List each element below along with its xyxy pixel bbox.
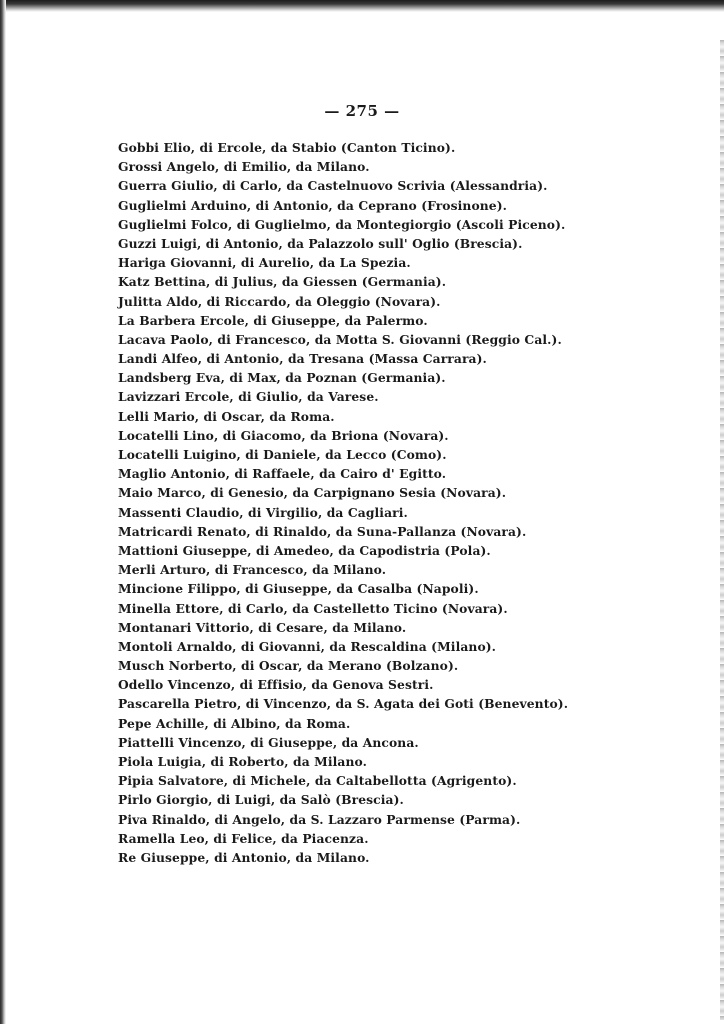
scan-right-edge <box>720 40 724 1020</box>
list-item: Pepe Achille, di Albino, da Roma. <box>118 715 351 731</box>
list-item: Pipia Salvatore, di Michele, da Caltabellotta (Agrigento). <box>118 773 517 789</box>
list-item: Odello Vincenzo, di Effisio, da Genova Sestri. <box>118 677 434 693</box>
list-item: Maglio Antonio, di Raffaele, da Cairo d' Egitto. <box>118 466 447 482</box>
list-item: Landi Alfeo, di Antonio, da Tresana (Massa Carrara). <box>118 351 487 367</box>
list-item: Katz Bettina, di Julius, da Giessen (Germania). <box>118 274 447 290</box>
page-number: — 275 — <box>324 102 400 120</box>
list-item: Mattioni Giuseppe, di Amedeo, da Capodistria (Pola). <box>118 542 491 558</box>
scan-top-edge <box>0 0 724 12</box>
list-item: Pirlo Giorgio, di Luigi, da Salò (Brescia). <box>118 792 404 808</box>
list-item: Hariga Giovanni, di Aurelio, da La Spezia. <box>118 255 411 271</box>
list-item: Re Giuseppe, di Antonio, da Milano. <box>118 849 370 865</box>
list-item: La Barbera Ercole, di Giuseppe, da Palermo. <box>118 312 428 328</box>
list-item: Piola Luigia, di Roberto, da Milano. <box>118 754 367 769</box>
list-item: Landsberg Eva, di Max, da Poznan (Germania). <box>118 370 446 386</box>
list-item: Minella Ettore, di Carlo, da Castelletto Ticino (Novara). <box>118 600 508 616</box>
list-item: Massenti Claudio, di Virgilio, da Cagliari. <box>118 504 408 520</box>
list-item: Guglielmi Folco, di Guglielmo, da Montegiorgio (Ascoli Piceno). <box>118 216 566 232</box>
list-item: Pascarella Pietro, di Vincenzo, da S. Agata dei Goti (Benevento). <box>118 696 569 712</box>
list-item: Montoli Arnaldo, di Giovanni, da Rescaldina (Milano). <box>118 638 497 654</box>
name-list <box>118 138 708 867</box>
list-item: Lacava Paolo, di Francesco, da Motta S. Giovanni (Reggio Cal.). <box>118 331 562 347</box>
list-item: Guglielmi Arduino, di Antonio, da Ceprano (Frosinone). <box>118 197 508 213</box>
list-item: Guerra Giulio, di Carlo, da Castelnuovo Scrivia (Alessandria). <box>118 178 548 194</box>
list-item: Locatelli Luigino, di Daniele, da Lecco (Como). <box>118 447 447 462</box>
list-item: Lelli Mario, di Oscar, da Roma. <box>118 408 335 424</box>
list-item: Piattelli Vincenzo, di Giuseppe, da Ancona. <box>118 734 419 750</box>
list-item: Montanari Vittorio, di Cesare, da Milano. <box>118 619 407 635</box>
list-item: Locatelli Lino, di Giacomo, da Briona (Novara). <box>118 427 449 443</box>
list-item: Piva Rinaldo, di Angelo, da S. Lazzaro Parmense (Parma). <box>118 811 521 827</box>
list-item: Mincione Filippo, di Giuseppe, da Casalba (Napoli). <box>118 581 479 597</box>
list-item: Lavizzari Ercole, di Giulio, da Varese. <box>118 389 379 405</box>
list-item: Grossi Angelo, di Emilio, da Milano. <box>118 159 370 175</box>
list-item: Julitta Aldo, di Riccardo, da Oleggio (Novara). <box>118 293 441 309</box>
list-item: Merli Arturo, di Francesco, da Milano. <box>118 562 387 578</box>
list-item: Maio Marco, di Genesio, da Carpignano Sesia (Novara). <box>118 485 507 501</box>
scan-left-edge <box>0 0 6 1024</box>
list-item: Matricardi Renato, di Rinaldo, da Suna-Pallanza (Novara). <box>118 523 527 539</box>
list-item: Musch Norberto, di Oscar, da Merano (Bolzano). <box>118 658 459 674</box>
list-item: Ramella Leo, di Felice, da Piacenza. <box>118 830 369 846</box>
list-item: Gobbi Elio, di Ercole, da Stabio (Canton Ticino). <box>118 140 456 155</box>
list-item: Guzzi Luigi, di Antonio, da Palazzolo sull' Oglio (Brescia). <box>118 235 523 251</box>
